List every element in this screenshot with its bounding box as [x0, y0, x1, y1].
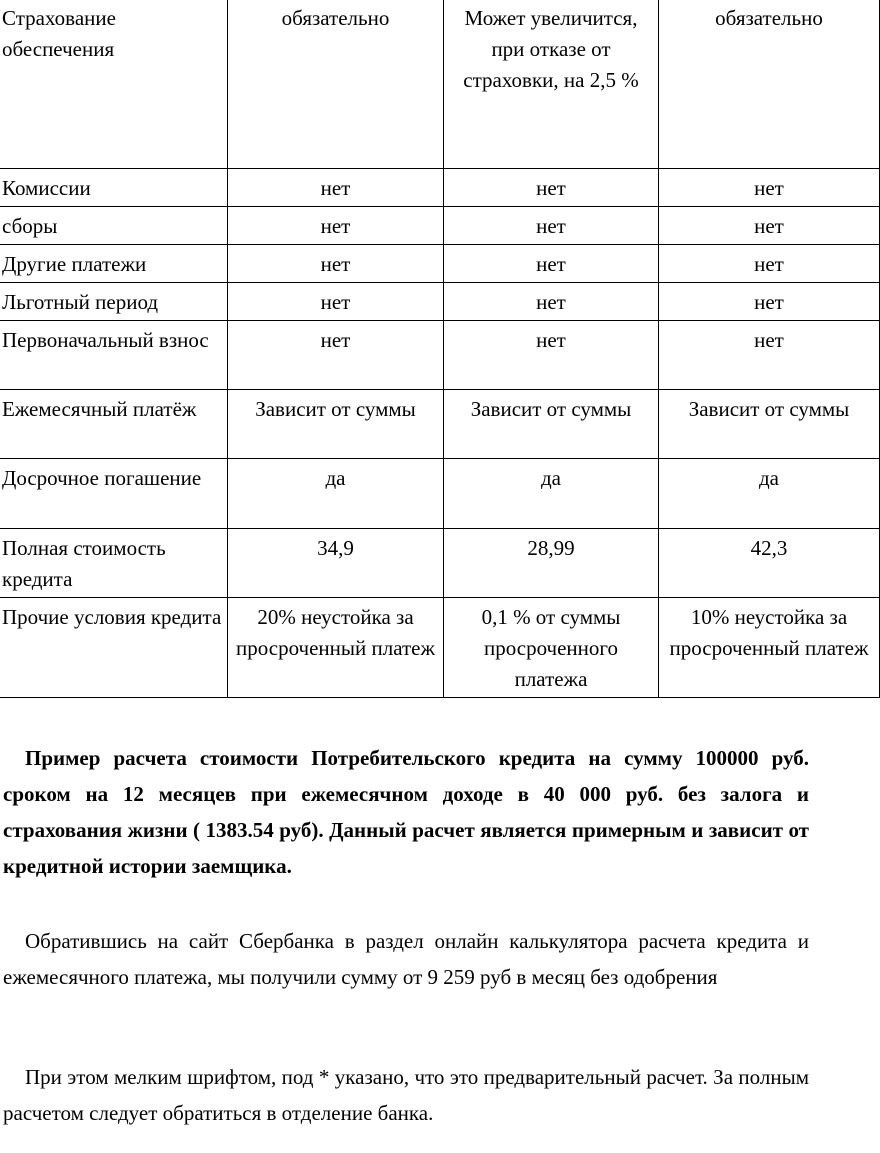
cell-value: нет: [444, 245, 659, 283]
cell-value: нет: [228, 207, 444, 245]
cell-value: Зависит от суммы: [659, 390, 880, 459]
table-row: [0, 598, 880, 698]
cell-value: нет: [659, 245, 880, 283]
table-row: [0, 283, 880, 321]
table-row: [0, 459, 880, 529]
cell-value: нет: [444, 283, 659, 321]
row-label: Ежемесячный платёж: [0, 390, 228, 459]
cell-value: нет: [659, 321, 880, 390]
row-label: Прочие условия кредита: [0, 598, 228, 698]
cell-value: нет: [659, 169, 880, 207]
row-label: Комиссии: [0, 169, 228, 207]
cell-value: 10% неустойка за просроченный платеж: [659, 598, 880, 698]
cell-value: 42,3: [659, 529, 880, 598]
table-row: [0, 169, 880, 207]
row-label: Досрочное погашение: [0, 459, 228, 529]
row-label: Другие платежи: [0, 245, 228, 283]
cell-value: нет: [659, 207, 880, 245]
cell-value: да: [444, 459, 659, 529]
example-heading: Пример расчета стоимости Потребительского кредита на сумму 100000 руб. сроком на 12 месяцев при ежемесячном доходе в 40 000 руб. без залога и страхования жизни ( 1383.54 руб). Данный расчет является примерным и зависит от кредитной истории заемщика.: [3, 746, 809, 878]
table-row: [0, 0, 880, 169]
cell-value: нет: [444, 321, 659, 390]
cell-value: нет: [228, 169, 444, 207]
cell-value: Зависит от суммы: [444, 390, 659, 459]
row-label: сборы: [0, 207, 228, 245]
cell-value: обязательно: [659, 0, 880, 169]
row-label: Полная стоимость кредита: [0, 529, 228, 598]
cell-value: нет: [228, 321, 444, 390]
cell-value: нет: [228, 245, 444, 283]
cell-value: да: [659, 459, 880, 529]
table-row: [0, 390, 880, 459]
cell-value: нет: [659, 283, 880, 321]
cell-value: нет: [444, 207, 659, 245]
table-row: [0, 207, 880, 245]
cell-value: Зависит от суммы: [228, 390, 444, 459]
cell-value: 34,9: [228, 529, 444, 598]
row-label: Страхование обеспечения: [0, 0, 228, 169]
cell-value: 28,99: [444, 529, 659, 598]
paragraph-1: Обратившись на сайт Сбербанка в раздел онлайн калькулятора расчета кредита и ежемесячного платежа, мы получили сумму от 9 259 руб в месяц без одобрения: [3, 929, 809, 989]
cell-value: 20% неустойка за просроченный платеж: [228, 598, 444, 698]
row-label: Льготный период: [0, 283, 228, 321]
table-row: [0, 321, 880, 390]
cell-value: обязательно: [228, 0, 444, 169]
table-row: [0, 529, 880, 598]
cell-value: да: [228, 459, 444, 529]
cell-value: нет: [444, 169, 659, 207]
cell-value: нет: [228, 283, 444, 321]
row-label: Первоначальный взнос: [0, 321, 228, 390]
cell-value: 0,1 % от суммы просроченного платежа: [444, 598, 659, 698]
cell-value: Может увеличится, при отказе от страховки, на 2,5 %: [444, 0, 659, 169]
paragraph-2: При этом мелким шрифтом, под * указано, что это предварительный расчет. За полным расчетом следует обратиться в отделение банка.: [3, 1065, 809, 1125]
table-row: [0, 245, 880, 283]
